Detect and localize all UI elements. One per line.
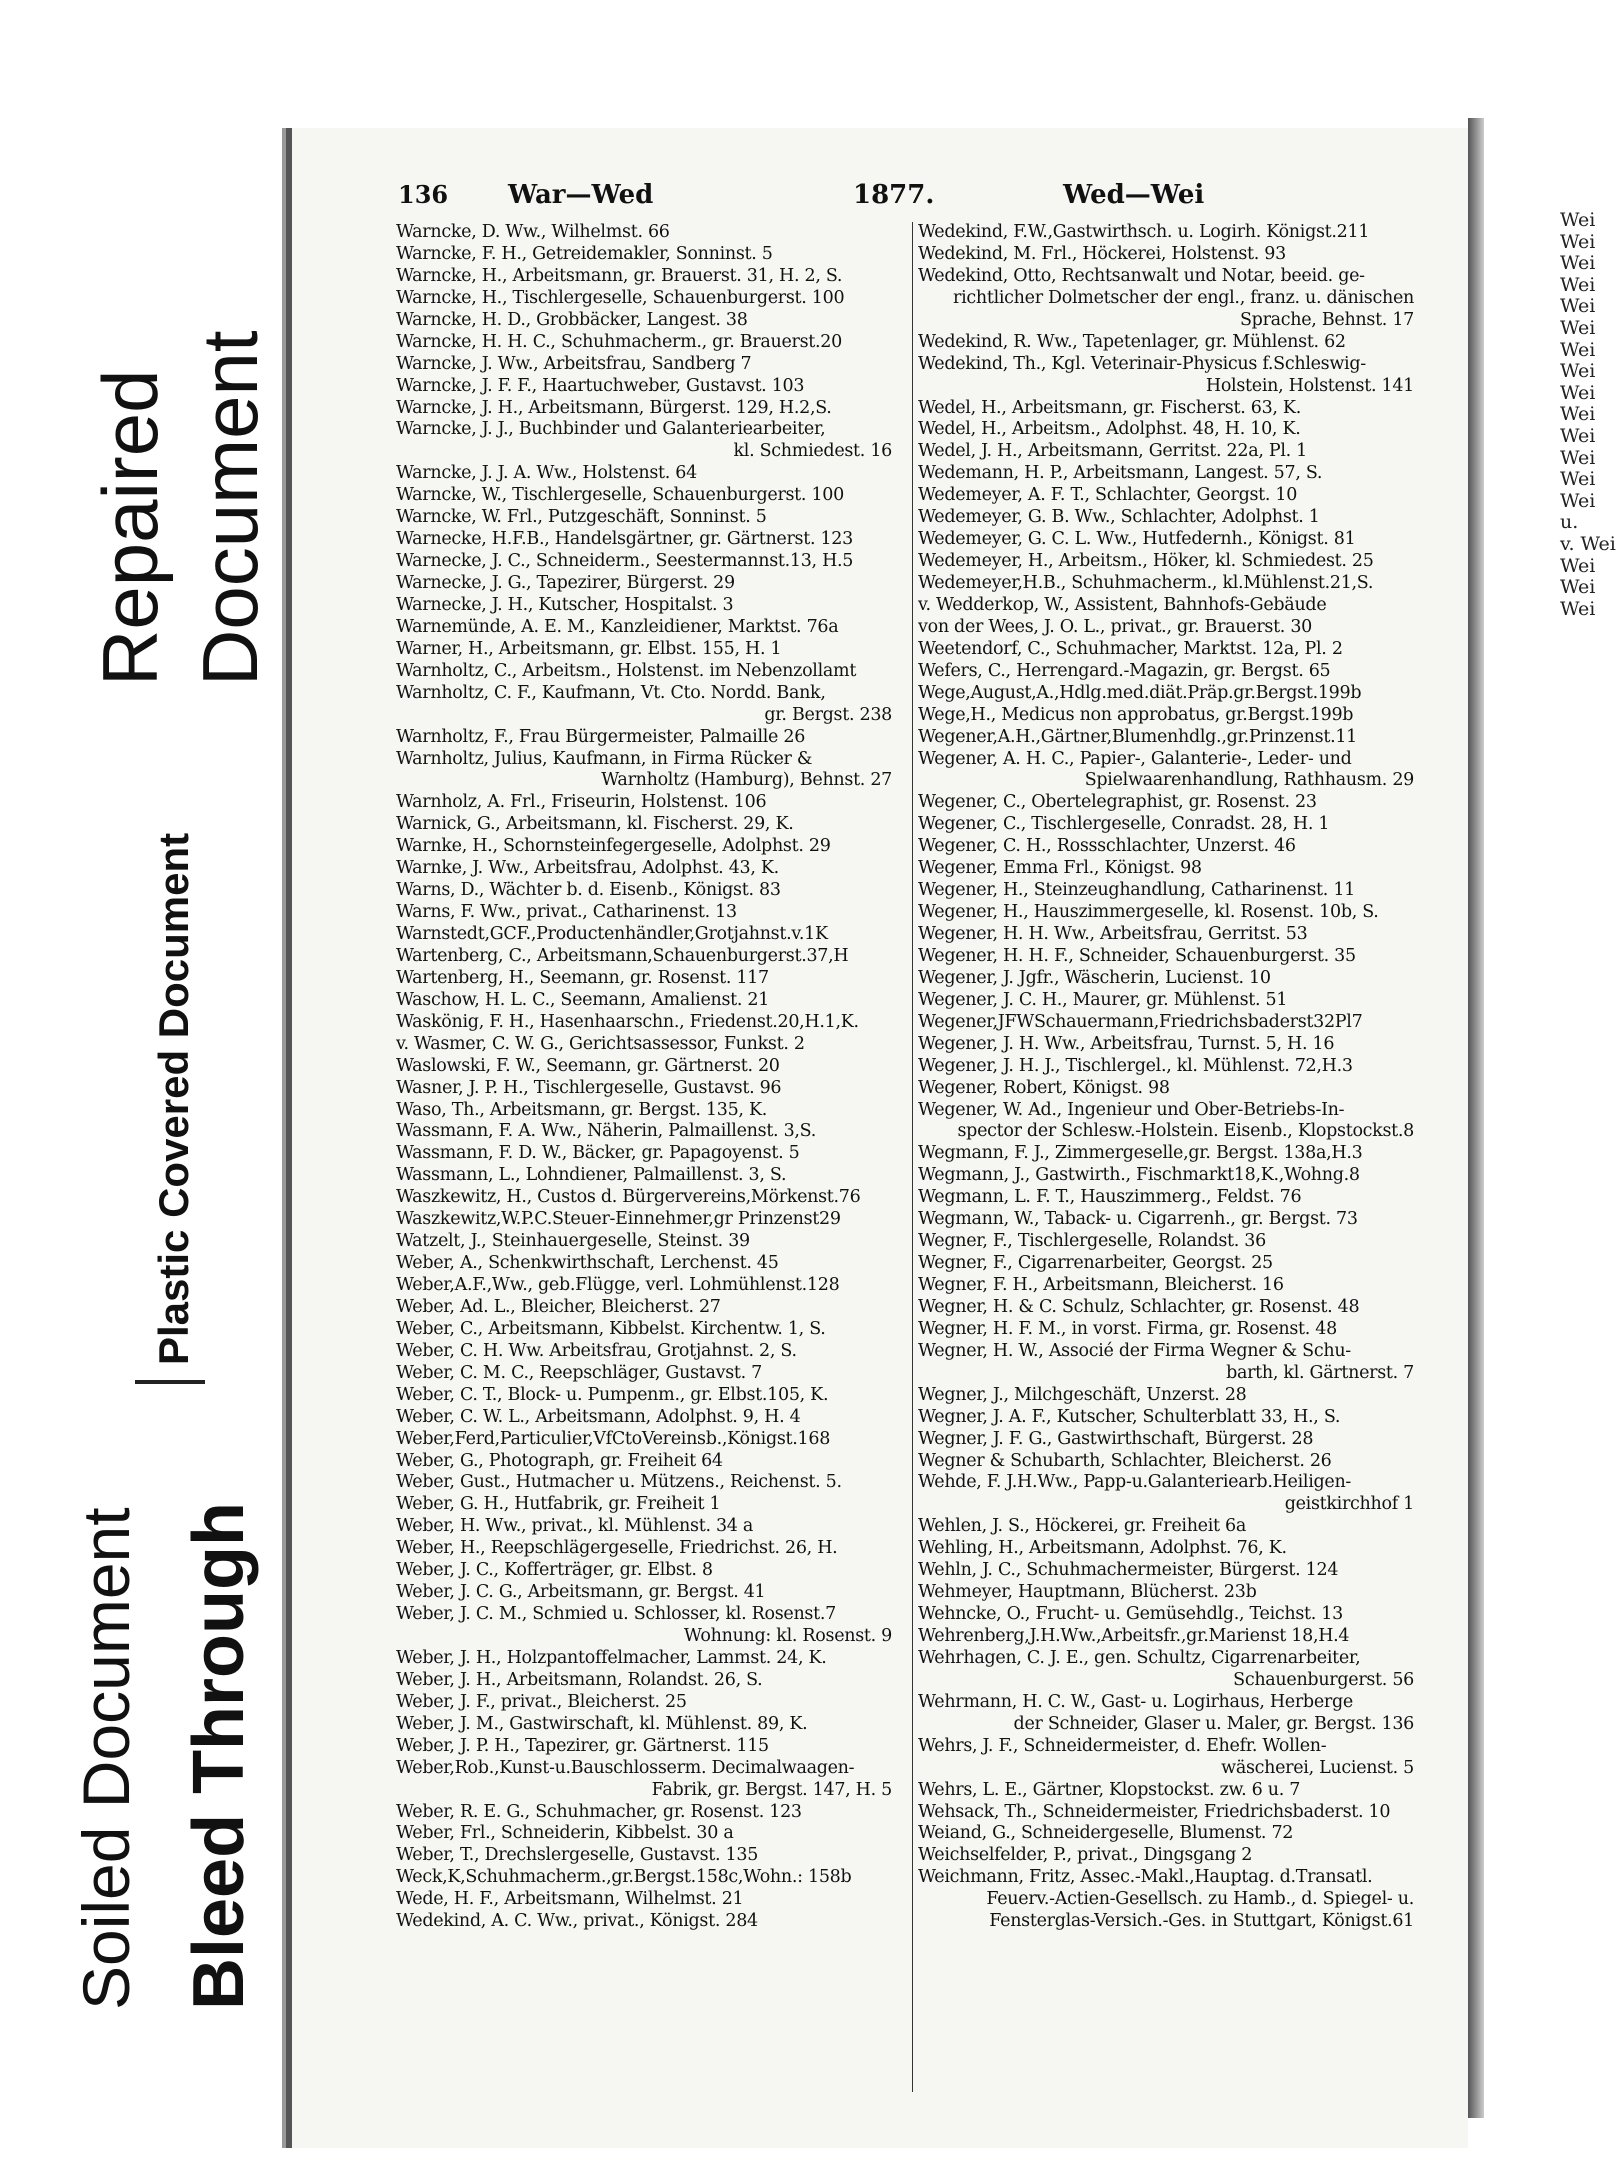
directory-entry-line: Wegmann, L. F. T., Hauszimmerg., Feldst. 76 bbox=[918, 1187, 1302, 1208]
header-left-range: War—Wed bbox=[508, 180, 654, 210]
directory-entry-line: Warncke, D. Ww., Wilhelmst. 66 bbox=[396, 222, 670, 242]
directory-entry-line: Warnholtz, C. F., Kaufmann, Vt. Cto. Nordd. Bank, bbox=[396, 682, 826, 703]
directory-entry-line: Wegner, H. & C. Schulz, Schlachter, gr. Rosenst. 48 bbox=[918, 1296, 1360, 1317]
page-gutter bbox=[1468, 118, 1484, 2118]
directory-entry-line: Warner, H., Arbeitsmann, gr. Elbst. 155, H. 1 bbox=[396, 638, 782, 659]
directory-entry-line: Weber, Frl., Schneiderin, Kibbelst. 30 a bbox=[396, 1823, 734, 1844]
directory-entry-line: Wehrhagen, C. J. E., gen. Schultz, Cigarrenarbeiter, bbox=[918, 1647, 1361, 1668]
directory-entry-line: Weber, Gust., Hutmacher u. Mützens., Reichenst. 5. bbox=[396, 1472, 842, 1493]
directory-entry-line: Weber, J. F., privat., Bleicherst. 25 bbox=[396, 1691, 687, 1712]
directory-entry-line: Warns, D., Wächter b. d. Eisenb., Königst. 83 bbox=[396, 880, 781, 901]
directory-entry-line: Weber, J. H., Holzpantoffelmacher, Lammst. 24, K. bbox=[396, 1647, 827, 1668]
directory-entry-line: Waszkewitz,W.P.C.Steuer-Einnehmer,gr Prinzenst29 bbox=[396, 1209, 841, 1230]
directory-entry-line: Weber, J. P. H., Tapezirer, gr. Gärtnerst. 115 bbox=[396, 1735, 769, 1756]
adjacent-page-fragment: Wei bbox=[1560, 295, 1596, 318]
directory-entry-line: Wege,August,A.,Hdlg.med.diät.Präp.gr.Bergst.199b bbox=[918, 682, 1362, 703]
adjacent-page-fragment: Wei bbox=[1560, 209, 1596, 231]
header-year: 1877. bbox=[853, 180, 935, 210]
directory-entry-line: Wehde, F. J.H.Ww., Papp-u.Galanteriearb.Heiligen- bbox=[918, 1472, 1352, 1493]
directory-entry-line: geistkirchhof 1 bbox=[1284, 1494, 1414, 1515]
directory-entry-line: Warncke, J. J., Buchbinder und Galanteriearbeiter, bbox=[396, 419, 826, 440]
directory-entry-line: Warnecke, J. G., Tapezirer, Bürgerst. 29 bbox=[396, 573, 735, 593]
directory-entry-line: Weetendorf, C., Schuhmacher, Marktst. 12a, Pl. 2 bbox=[918, 638, 1343, 659]
directory-entry-line: von der Wees, J. O. L., privat., gr. Brauerst. 30 bbox=[918, 616, 1312, 637]
directory-entry-line: Wedekind, F.W.,Gastwirthsch. u. Logirh. Königst.211 bbox=[918, 222, 1370, 242]
adjacent-page-fragment: Wei bbox=[1560, 576, 1596, 599]
directory-entry-line: Fabrik, gr. Bergst. 147, H. 5 bbox=[651, 1779, 892, 1800]
directory-entry-line: Wegener, Emma Frl., Königst. 98 bbox=[918, 858, 1202, 879]
directory-entry-line: Wegner & Schubarth, Schlachter, Bleicherst. 26 bbox=[918, 1450, 1332, 1471]
directory-entry-line: Wehsack, Th., Schneidermeister, Friedrichsbaderst. 10 bbox=[918, 1801, 1391, 1822]
directory-entry-line: Warnke, J. Ww., Arbeitsfrau, Adolphst. 43, K. bbox=[396, 858, 779, 879]
directory-entry-line: Wegener, J. C. H., Maurer, gr. Mühlenst. 51 bbox=[918, 989, 1288, 1010]
directory-entry-line: Warncke, H. H. C., Schuhmacherm., gr. Brauerst.20 bbox=[396, 331, 842, 352]
directory-entry-line: Warnholtz, F., Frau Bürgermeister, Palmaille 26 bbox=[396, 726, 806, 747]
directory-entry-line: Warnecke, J. C., Schneiderm., Seestermannst.13, H.5 bbox=[396, 551, 854, 572]
directory-entry-line: Weber, C., Arbeitsmann, Kibbelst. Kirchentw. 1, S. bbox=[396, 1318, 826, 1339]
adjacent-page-fragment: u. bbox=[1560, 511, 1579, 534]
directory-entry-line: Weber, J. C. G., Arbeitsmann, gr. Bergst. 41 bbox=[396, 1582, 766, 1603]
directory-entry-line: Wartenberg, H., Seemann, gr. Rosenst. 117 bbox=[396, 967, 769, 988]
directory-entry-line: Weber, C. H. Ww. Arbeitsfrau, Grotjahnst. 2, S. bbox=[396, 1340, 797, 1361]
adjacent-page-fragment: Wei bbox=[1560, 554, 1596, 577]
directory-entry-line: Weiand, G., Schneidergeselle, Blumenst. 72 bbox=[918, 1823, 1294, 1844]
directory-entry-line: Wehmeyer, Hauptmann, Blücherst. 23b bbox=[918, 1582, 1257, 1603]
directory-entry-line: Wegener, J. Jgfr., Wäscherin, Lucienst. 10 bbox=[918, 967, 1271, 988]
directory-entry-line: Wegener, C., Tischlergeselle, Conradst. 28, H. 1 bbox=[918, 814, 1330, 835]
directory-entry-line: Wohnung: kl. Rosenst. 9 bbox=[683, 1626, 892, 1646]
adjacent-page-fragment: Wei bbox=[1560, 273, 1596, 296]
left-column bbox=[396, 222, 896, 1933]
directory-entry-line: Warncke, J. H., Arbeitsmann, Bürgerst. 129, H.2,S. bbox=[396, 397, 832, 418]
directory-entry-line: Wefers, C., Herrengard.-Magazin, gr. Bergst. 65 bbox=[918, 660, 1331, 681]
directory-entry-line: Wedekind, Th., Kgl. Veterinair-Physicus f.Schleswig- bbox=[918, 353, 1366, 374]
directory-entry-line: Wedemeyer, G. B. Ww., Schlachter, Adolphst. 1 bbox=[918, 507, 1320, 528]
directory-entry-line: Wegner, J. A. F., Kutscher, Schulterblatt 33, H., S. bbox=[918, 1406, 1341, 1427]
directory-entry-line: v. Wasmer, C. W. G., Gerichtsassessor, Funkst. 2 bbox=[396, 1033, 805, 1054]
directory-entry-line: Wedemeyer, G. C. L. Ww., Hutfedernh., Königst. 81 bbox=[918, 529, 1356, 550]
adjacent-page-fragment: Wei bbox=[1560, 446, 1596, 469]
directory-entry-line: Weber, C. T., Block- u. Pumpenm., gr. Elbst.105, K. bbox=[396, 1384, 829, 1405]
directory-entry-line: Wegener, Robert, Königst. 98 bbox=[918, 1077, 1170, 1098]
directory-entry-line: Weber,Rob.,Kunst-u.Bauschlosserm. Decimalwaagen- bbox=[396, 1757, 855, 1778]
directory-entry-line: Wassmann, L., Lohndiener, Palmaillenst. 3, S. bbox=[396, 1165, 787, 1186]
directory-entry-line: Weber, G., Photograph, gr. Freiheit 64 bbox=[396, 1450, 723, 1471]
header-right-range: Wed—Wei bbox=[1063, 180, 1205, 210]
directory-entry-line: Wedemeyer,H.B., Schuhmacherm., kl.Mühlenst.21,S. bbox=[918, 573, 1374, 593]
directory-entry-line: Wegmann, J., Gastwirth., Fischmarkt18,K.,Wohng.8 bbox=[918, 1165, 1360, 1186]
adjacent-page-fragment: Wei bbox=[1560, 597, 1596, 620]
directory-entry-line: gr. Bergst. 238 bbox=[764, 704, 892, 725]
directory-entry-line: Wegner, F., Tischlergeselle, Rolandst. 36 bbox=[918, 1231, 1266, 1252]
directory-entry-line: Weber,A.F.,Ww., geb.Flügge, verl. Lohmühlenst.128 bbox=[396, 1275, 840, 1295]
directory-entry-line: Wassmann, F. A. Ww., Näherin, Palmaillenst. 3,S. bbox=[396, 1121, 816, 1142]
directory-entry-line: Warncke, H. D., Grobbäcker, Langest. 38 bbox=[396, 309, 748, 330]
directory-entry-line: Warncke, J. F. F., Haartuchweber, Gustavst. 103 bbox=[396, 375, 805, 396]
directory-entry-line: Weber, J. H., Arbeitsmann, Rolandst. 26, S. bbox=[396, 1669, 763, 1690]
directory-entry-line: Holstein, Holstenst. 141 bbox=[1205, 375, 1414, 396]
directory-entry-line: Wehln, J. C., Schuhmachermeister, Bürgerst. 124 bbox=[918, 1560, 1339, 1581]
directory-entry-line: Waszkewitz, H., Custos d. Bürgervereins,Mörkenst.76 bbox=[396, 1187, 861, 1208]
directory-entry-line: Warnecke, J. H., Kutscher, Hospitalst. 3 bbox=[396, 594, 734, 615]
label-divider bbox=[135, 1380, 205, 1384]
directory-entry-line: Warncke, H., Arbeitsmann, gr. Brauerst. 31, H. 2, S. bbox=[396, 265, 843, 286]
directory-entry-line: wäscherei, Lucienst. 5 bbox=[1221, 1757, 1414, 1778]
directory-entry-line: Weber, C. M. C., Reepschläger, Gustavst. 7 bbox=[396, 1362, 762, 1383]
label-document: Document bbox=[186, 330, 274, 686]
directory-entry-line: Wedemann, H. P., Arbeitsmann, Langest. 57, S. bbox=[918, 463, 1323, 484]
directory-entry-line: Wehncke, O., Frucht- u. Gemüsehdlg., Teichst. 13 bbox=[918, 1604, 1343, 1625]
directory-entry-line: Weber, Ad. L., Bleicher, Bleicherst. 27 bbox=[396, 1296, 721, 1317]
directory-entry-line: Wege,H., Medicus non approbatus, gr.Bergst.199b bbox=[918, 704, 1354, 725]
directory-entry-line: Spielwaarenhandlung, Rathhausm. 29 bbox=[1084, 770, 1414, 791]
directory-entry-line: Weber, H., Reepschlägergeselle, Friedrichst. 26, H. bbox=[396, 1538, 838, 1559]
directory-entry-line: Warncke, J. J. A. Ww., Holstenst. 64 bbox=[396, 463, 697, 484]
adjacent-page-edge bbox=[1560, 209, 1616, 2010]
directory-entry-line: Wedemeyer, A. F. T., Schlachter, Georgst. 10 bbox=[918, 485, 1298, 506]
directory-entry-line: Wegner, F., Cigarrenarbeiter, Georgst. 25 bbox=[918, 1253, 1273, 1274]
directory-entry-line: Weber, J. M., Gastwirschaft, kl. Mühlenst. 89, K. bbox=[396, 1713, 808, 1734]
directory-entry-line: richtlicher Dolmetscher der engl., franz. u. dänischen bbox=[953, 287, 1414, 308]
label-plastic-covered-document: Plastic Covered Document bbox=[150, 832, 197, 1365]
directory-entry-line: Weck,K,Schuhmacherm.,gr.Bergst.158c,Wohn.: 158b bbox=[396, 1867, 852, 1888]
directory-entry-line: Wedekind, Otto, Rechtsanwalt und Notar, beeid. ge- bbox=[918, 265, 1365, 286]
directory-entry-line: Warnemünde, A. E. M., Kanzleidiener, Marktst. 76a bbox=[396, 616, 839, 637]
directory-entry-line: der Schneider, Glaser u. Maler, gr. Bergst. 136 bbox=[1013, 1713, 1414, 1734]
directory-entry-line: Wehling, H., Arbeitsmann, Adolphst. 76, K. bbox=[918, 1538, 1287, 1559]
directory-entry-line: Warnick, G., Arbeitsmann, kl. Fischerst. 29, K. bbox=[396, 814, 794, 835]
label-bleed-through: Bleed Through bbox=[179, 1502, 259, 2010]
directory-entry-line: Warncke, W., Tischlergeselle, Schauenburgerst. 100 bbox=[396, 485, 844, 506]
directory-entry-line: Warnke, H., Schornsteinfegergeselle, Adolphst. 29 bbox=[396, 836, 831, 857]
directory-entry-line: Weber, G. H., Hutfabrik, gr. Freiheit 1 bbox=[396, 1494, 721, 1515]
directory-entry-line: Wegmann, W., Taback- u. Cigarrenh., gr. Bergst. 73 bbox=[918, 1209, 1358, 1230]
directory-entry-line: Wegener, C. H., Rossschlachter, Unzerst. 46 bbox=[918, 836, 1296, 857]
directory-entry-line: Warncke, W. Frl., Putzgeschäft, Sonninst. 5 bbox=[396, 507, 767, 528]
directory-entry-line: Wedel, H., Arbeitsm., Adolphst. 48, H. 10, K. bbox=[918, 419, 1301, 440]
adjacent-page-fragment: Wei bbox=[1560, 230, 1596, 253]
directory-entry-line: Waschow, H. L. C., Seemann, Amalienst. 21 bbox=[396, 989, 770, 1010]
page-number: 136 bbox=[398, 180, 449, 209]
adjacent-page-fragment: Wei bbox=[1560, 316, 1596, 339]
directory-entry-line: Wede, H. F., Arbeitsmann, Wilhelmst. 21 bbox=[396, 1889, 744, 1910]
directory-entry-line: Wegener, H. H. Ww., Arbeitsfrau, Gerritst. 53 bbox=[918, 924, 1308, 944]
directory-entry-line: Wegner, J., Milchgeschäft, Unzerst. 28 bbox=[918, 1384, 1247, 1405]
directory-entry-line: Wehrenberg,J.H.Ww.,Arbeitsfr.,gr.Marienst 18,H.4 bbox=[918, 1626, 1350, 1646]
directory-entry-line: barth, kl. Gärtnerst. 7 bbox=[1226, 1362, 1414, 1383]
directory-entry-line: Warnstedt,GCF.,Productenhändler,Grotjahnst.v.1K bbox=[396, 924, 828, 944]
directory-entry-line: Weber, R. E. G., Schuhmacher, gr. Rosenst. 123 bbox=[396, 1801, 802, 1822]
adjacent-page-fragment: Wei bbox=[1560, 381, 1596, 404]
directory-entry-line: Fensterglas-Versich.-Ges. in Stuttgart, Königst.61 bbox=[989, 1911, 1414, 1932]
directory-entry-line: Warnholtz, Julius, Kaufmann, in Firma Rücker & bbox=[396, 748, 813, 769]
directory-entry-line: Wegener, C., Obertelegraphist, gr. Rosenst. 23 bbox=[918, 792, 1317, 813]
directory-entry-line: Wartenberg, C., Arbeitsmann,Schauenburgerst.37,H bbox=[396, 945, 849, 966]
directory-entry-line: Weber,Ferd,Particulier,VfCtoVereinsb.,Königst.168 bbox=[396, 1428, 831, 1449]
directory-entry-line: Wegmann, F. J., Zimmergeselle,gr. Bergst. 138a,H.3 bbox=[918, 1143, 1363, 1164]
directory-entry-line: Waslowski, F. W., Seemann, gr. Gärtnerst. 20 bbox=[396, 1055, 780, 1076]
directory-entry-line: Wegener, J. H. Ww., Arbeitsfrau, Turnst. 5, H. 16 bbox=[918, 1033, 1335, 1054]
directory-entry-line: Weber, T., Drechslergeselle, Gustavst. 135 bbox=[396, 1845, 759, 1866]
directory-entry-line: spector der Schlesw.-Holstein. Eisenb., Klopstockst.8 bbox=[957, 1121, 1414, 1142]
adjacent-page-fragment: v. Wei bbox=[1560, 532, 1616, 555]
directory-entry-line: Warnholtz (Hamburg), Behnst. 27 bbox=[601, 770, 892, 791]
directory-entry-line: kl. Schmiedest. 16 bbox=[733, 441, 892, 462]
directory-entry-line: Wehrmann, H. C. W., Gast- u. Logirhaus, Herberge bbox=[918, 1691, 1353, 1712]
adjacent-page-fragment: Wei bbox=[1560, 403, 1596, 426]
directory-entry-line: Weber, H. Ww., privat., kl. Mühlenst. 34 a bbox=[396, 1516, 754, 1537]
column-divider bbox=[912, 222, 913, 2092]
directory-entry-line: Weber, J. C., Kofferträger, gr. Elbst. 8 bbox=[396, 1560, 713, 1581]
directory-entry-line: Warncke, F. H., Getreidemakler, Sonninst. 5 bbox=[396, 243, 773, 264]
directory-entry-line: Warnecke, H.F.B., Handelsgärtner, gr. Gärtnerst. 123 bbox=[396, 529, 853, 550]
directory-entry-line: Weichselfelder, P., privat., Dingsgang 2 bbox=[918, 1845, 1253, 1866]
directory-entry-line: Wegner, J. F. G., Gastwirthschaft, Bürgerst. 28 bbox=[918, 1428, 1314, 1449]
label-soiled-document: Soiled Document bbox=[69, 1507, 143, 2010]
directory-entry-line: Wedekind, R. Ww., Tapetenlager, gr. Mühlenst. 62 bbox=[918, 331, 1346, 352]
directory-entry-line: Wedekind, A. C. Ww., privat., Königst. 284 bbox=[396, 1911, 758, 1932]
adjacent-page-fragment: Wei bbox=[1560, 424, 1596, 447]
directory-entry-line: Wegner, H. W., Associé der Firma Wegner & Schu- bbox=[918, 1340, 1351, 1361]
directory-entry-line: Wasner, J. P. H., Tischlergeselle, Gustavst. 96 bbox=[396, 1077, 782, 1098]
directory-entry-line: Wegener,JFWSchauermann,Friedrichsbaderst32Pl7 bbox=[918, 1011, 1363, 1032]
directory-entry-line: Warnholz, A. Frl., Friseurin, Holstenst. 106 bbox=[396, 792, 767, 813]
directory-entry-line: Wehrs, L. E., Gärtner, Klopstockst. zw. 6 u. 7 bbox=[918, 1779, 1301, 1800]
directory-entry-line: Wedel, H., Arbeitsmann, gr. Fischerst. 63, K. bbox=[918, 397, 1301, 418]
directory-entry-line: Waskönig, F. H., Hasenhaarschn., Friedenst.20,H.1,K. bbox=[396, 1011, 859, 1032]
directory-entry-line: Wedel, J. H., Arbeitsmann, Gerritst. 22a, Pl. 1 bbox=[918, 441, 1307, 462]
directory-entry-line: Wegener, H. H. F., Schneider, Schauenburgerst. 35 bbox=[918, 945, 1356, 966]
directory-entry-line: Wegener, H., Hauszimmergeselle, kl. Rosenst. 10b, S. bbox=[918, 902, 1379, 923]
directory-entry-line: Weber, C. W. L., Arbeitsmann, Adolphst. 9, H. 4 bbox=[396, 1406, 801, 1427]
adjacent-page-fragment: Wei bbox=[1560, 489, 1596, 512]
directory-entry-line: Wedekind, M. Frl., Höckerei, Holstenst. 93 bbox=[918, 243, 1286, 264]
directory-entry-line: Wegener, W. Ad., Ingenieur und Ober-Betriebs-In- bbox=[918, 1099, 1345, 1120]
directory-entry-line: Sprache, Behnst. 17 bbox=[1239, 309, 1414, 330]
directory-entry-line: Wedemeyer, H., Arbeitsm., Höker, kl. Schmiedest. 25 bbox=[918, 551, 1374, 572]
directory-entry-line: Wegener,A.H.,Gärtner,Blumenhdlg.,gr.Prinzenst.11 bbox=[918, 726, 1357, 747]
directory-entry-line: Wehrs, J. F., Schneidermeister, d. Ehefr. Wollen- bbox=[918, 1735, 1327, 1756]
directory-entry-line: Warns, F. Ww., privat., Catharinenst. 13 bbox=[396, 902, 737, 923]
directory-entry-line: Wassmann, F. D. W., Bäcker, gr. Papagoyenst. 5 bbox=[396, 1143, 800, 1164]
directory-entry-line: v. Wedderkop, W., Assistent, Bahnhofs-Gebäude bbox=[918, 594, 1327, 615]
directory-entry-line: Wehlen, J. S., Höckerei, gr. Freiheit 6a bbox=[918, 1516, 1246, 1537]
directory-entry-line: Warncke, J. Ww., Arbeitsfrau, Sandberg 7 bbox=[396, 353, 752, 374]
directory-entry-line: Wegner, H. F. M., in vorst. Firma, gr. Rosenst. 48 bbox=[918, 1318, 1337, 1339]
directory-entry-line: Feuerv.-Actien-Gesellsch. zu Hamb., d. Spiegel- u. bbox=[986, 1889, 1414, 1910]
directory-entry-line: Weber, J. C. M., Schmied u. Schlosser, kl. Rosenst.7 bbox=[396, 1604, 836, 1625]
directory-entry-line: Wegener, J. H. J., Tischlergel., kl. Mühlenst. 72,H.3 bbox=[918, 1055, 1353, 1076]
directory-entry-line: Watzelt, J., Steinhauergeselle, Steinst. 39 bbox=[396, 1231, 750, 1252]
adjacent-page-fragment: Wei bbox=[1560, 252, 1596, 275]
adjacent-page-fragment: Wei bbox=[1560, 468, 1596, 491]
directory-entry-line: Wegener, A. H. C., Papier-, Galanterie-, Leder- und bbox=[918, 748, 1352, 769]
directory-entry-line: Schauenburgerst. 56 bbox=[1233, 1669, 1414, 1690]
directory-entry-line: Weichmann, Fritz, Assec.-Makl.,Hauptag. d.Transatl. bbox=[918, 1867, 1373, 1888]
directory-entry-line: Waso, Th., Arbeitsmann, gr. Bergst. 135, K. bbox=[396, 1099, 767, 1120]
right-column bbox=[918, 222, 1418, 1933]
adjacent-page-fragment: Wei bbox=[1560, 338, 1596, 361]
directory-entry-line: Weber, A., Schenkwirthschaft, Lerchenst. 45 bbox=[396, 1253, 779, 1274]
directory-entry-line: Warncke, H., Tischlergeselle, Schauenburgerst. 100 bbox=[396, 287, 845, 308]
directory-entry-line: Warnholtz, C., Arbeitsm., Holstenst. im Nebenzollamt bbox=[396, 660, 857, 681]
label-repaired: Repaired bbox=[86, 369, 174, 686]
directory-entry-line: Wegener, H., Steinzeughandlung, Catharinenst. 11 bbox=[918, 880, 1355, 901]
adjacent-page-fragment: Wei bbox=[1560, 360, 1596, 383]
directory-entry-line: Wegner, F. H., Arbeitsmann, Bleicherst. 16 bbox=[918, 1275, 1284, 1295]
page-header bbox=[398, 180, 1328, 220]
